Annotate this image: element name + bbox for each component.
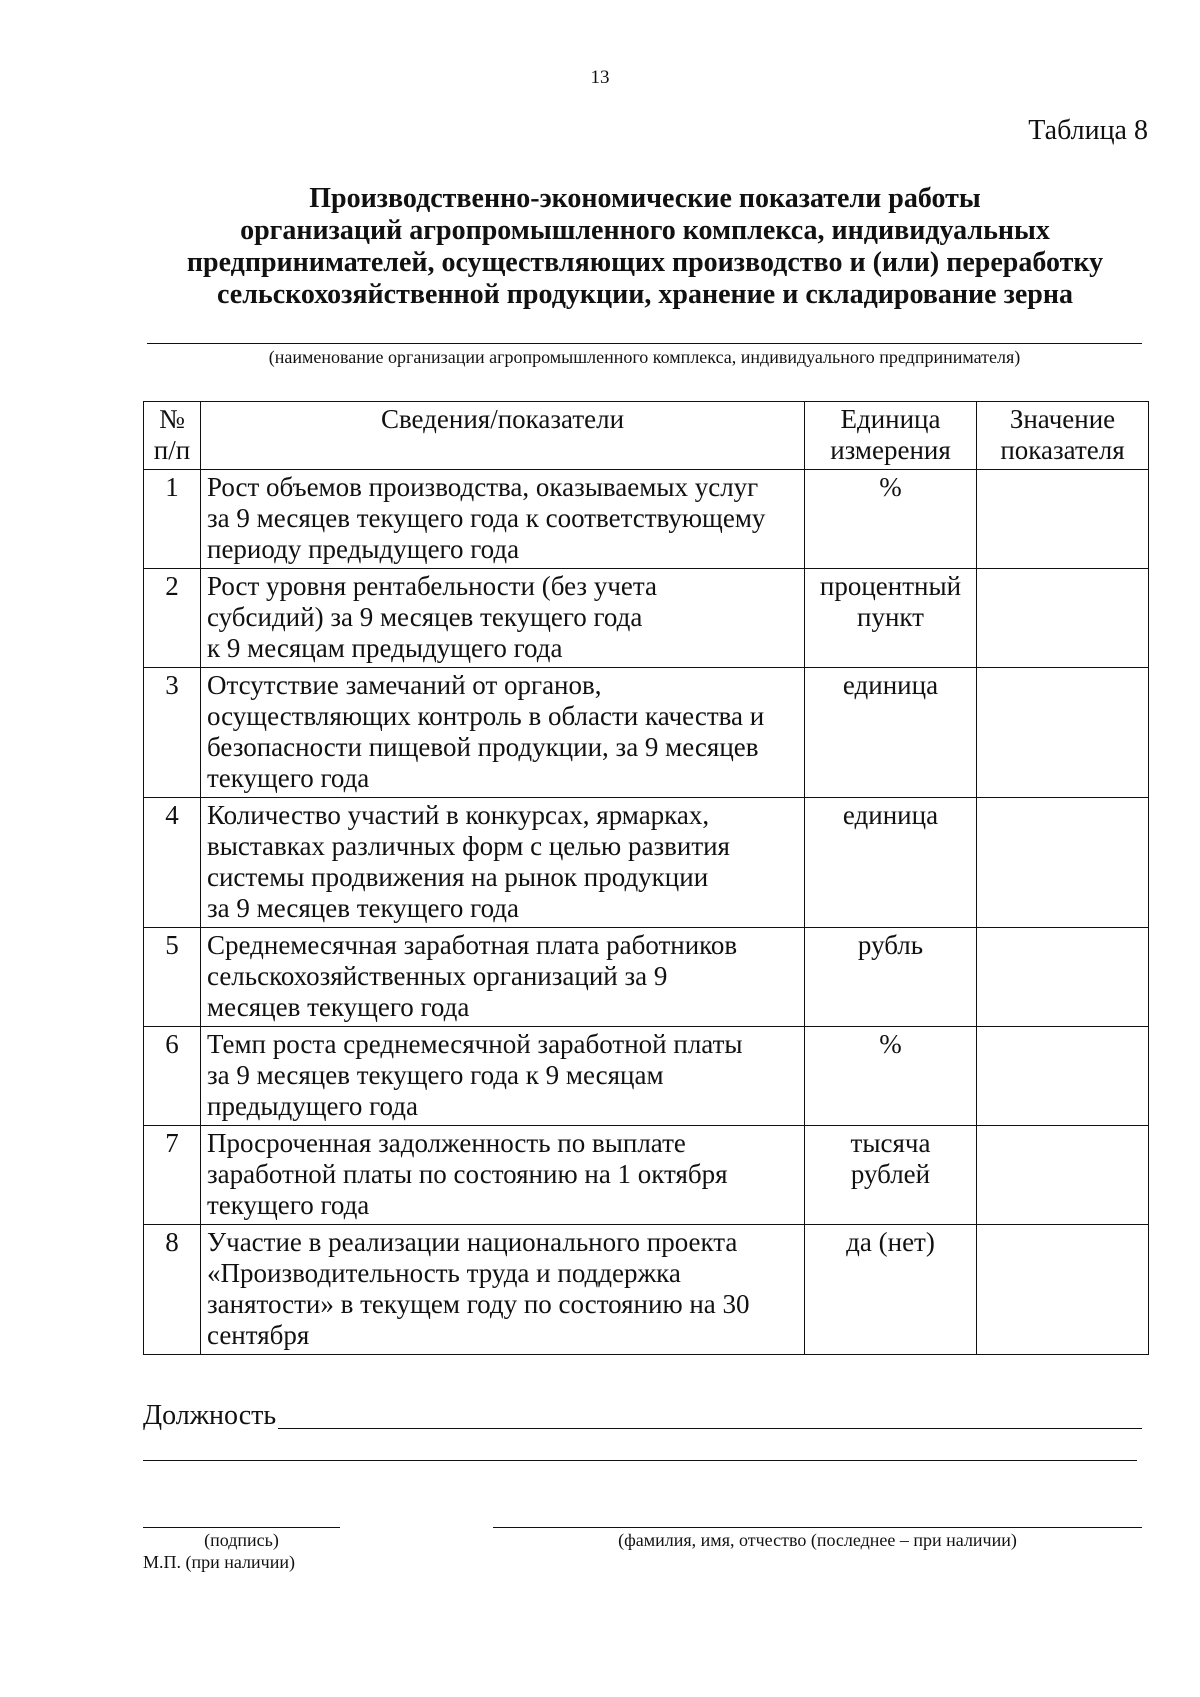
full-name-caption: (фамилия, имя, отчество (последнее – при наличии) <box>618 1530 1017 1550</box>
unit-of-measure <box>805 569 977 668</box>
indicator-line: предыдущего года <box>207 1091 418 1121</box>
unit-line: да (нет) <box>846 1227 935 1257</box>
indicator-line: Рост уровня рентабельности (без учета <box>207 571 657 601</box>
table-header-row <box>144 402 1149 470</box>
indicator-line: к 9 месяцам предыдущего года <box>207 633 563 663</box>
unit-line: пункт <box>857 602 924 632</box>
unit-line: % <box>879 472 902 502</box>
indicator-value-cell[interactable] <box>977 569 1149 668</box>
unit-of-measure <box>805 798 977 928</box>
header-value-line2: показателя <box>1000 435 1125 465</box>
unit-of-measure <box>805 668 977 798</box>
table-body <box>144 470 1149 1355</box>
indicator-line: субсидий) за 9 месяцев текущего года <box>207 602 643 632</box>
header-unit-line1: Единица <box>840 404 941 434</box>
table-label: Таблица 8 <box>1028 115 1148 146</box>
header-indicator: Сведения/показатели <box>201 402 805 470</box>
table-row <box>144 470 1149 569</box>
unit-line: рублей <box>850 1159 931 1189</box>
row-number: 2 <box>144 569 201 668</box>
header-value-line1: Значение <box>1009 404 1116 434</box>
header-unit-line2: измерения <box>830 435 951 465</box>
indicator-description <box>201 1126 805 1225</box>
title-line: сельскохозяйственной продукции, хранение и складирование зерна <box>217 279 1073 310</box>
indicator-value-cell[interactable] <box>977 470 1149 569</box>
row-number: 6 <box>144 1027 201 1126</box>
indicator-description <box>201 1027 805 1126</box>
header-value <box>977 402 1149 470</box>
header-number <box>144 402 201 470</box>
indicator-line: Рост объемов производства, оказываемых услуг <box>207 472 759 502</box>
indicator-value-cell[interactable] <box>977 668 1149 798</box>
indicator-line: Просроченная задолженность по выплате <box>207 1128 686 1158</box>
indicator-line: осуществляющих контроль в области качества и <box>207 701 765 731</box>
table-row <box>144 569 1149 668</box>
indicator-line: Отсутствие замечаний от органов, <box>207 670 602 700</box>
header-number-line2: п/п <box>153 435 191 465</box>
table-row <box>144 1225 1149 1355</box>
unit-line: единица <box>842 800 939 830</box>
indicator-value-cell[interactable] <box>977 1225 1149 1355</box>
indicator-line: за 9 месяцев текущего года к 9 месяцам <box>207 1060 664 1090</box>
indicator-value-cell[interactable] <box>977 1126 1149 1225</box>
indicator-line: за 9 месяцев текущего года к соответствующему <box>207 503 766 533</box>
indicator-line: системы продвижения на рынок продукции <box>207 862 709 892</box>
indicator-line: периоду предыдущего года <box>207 534 520 564</box>
indicator-line: сентября <box>207 1320 310 1350</box>
row-number: 8 <box>144 1225 201 1355</box>
indicator-line: выставках различных форм с целью развития <box>207 831 730 861</box>
indicator-line: текущего года <box>207 1190 370 1220</box>
stamp-caption: М.П. (при наличии) <box>143 1552 295 1572</box>
indicator-line: занятости» в текущем году по состоянию на 30 <box>207 1289 750 1319</box>
title-line: предпринимателей, осуществляющих производство и (или) переработку <box>186 247 1104 278</box>
indicator-line: месяцев текущего года <box>207 992 470 1022</box>
indicator-description <box>201 569 805 668</box>
row-number: 7 <box>144 1126 201 1225</box>
position-continuation-line[interactable] <box>143 1460 1137 1461</box>
unit-of-measure <box>805 1126 977 1225</box>
indicator-description <box>201 928 805 1027</box>
header-number-line1: № <box>159 404 185 434</box>
indicator-line: «Производительность труда и поддержка <box>207 1258 681 1288</box>
unit-line: процентный <box>819 571 962 601</box>
indicator-line: Среднемесячная заработная плата работников <box>207 930 738 960</box>
indicator-line: Количество участий в конкурсах, ярмарках, <box>207 800 710 830</box>
full-name-line[interactable] <box>493 1527 1142 1528</box>
signature-line[interactable] <box>143 1527 340 1528</box>
indicator-description <box>201 470 805 569</box>
indicator-description <box>201 668 805 798</box>
indicator-description <box>201 798 805 928</box>
indicator-line: за 9 месяцев текущего года <box>207 893 520 923</box>
position-field-line[interactable] <box>278 1428 1142 1429</box>
title-line: Производственно-экономические показатели работы <box>309 183 981 214</box>
organization-name-line <box>147 343 1142 344</box>
row-number: 3 <box>144 668 201 798</box>
table-row <box>144 798 1149 928</box>
indicator-description <box>201 1225 805 1355</box>
title-line: организаций агропромышленного комплекса, индивидуальных <box>240 215 1050 246</box>
document-title <box>145 183 1145 311</box>
indicator-value-cell[interactable] <box>977 798 1149 928</box>
unit-line: тысяча <box>850 1128 931 1158</box>
row-number: 4 <box>144 798 201 928</box>
organization-name-caption: (наименование организации агропромышленного комплекса, индивидуального предпринимателя) <box>268 347 1021 367</box>
row-number: 1 <box>144 470 201 569</box>
unit-of-measure <box>805 1225 977 1355</box>
table-row <box>144 1126 1149 1225</box>
unit-line: единица <box>842 670 939 700</box>
indicator-line: Участие в реализации национального проекта <box>207 1227 738 1257</box>
indicator-line: текущего года <box>207 763 370 793</box>
unit-line: % <box>879 1029 902 1059</box>
unit-line: рубль <box>857 930 924 960</box>
row-number: 5 <box>144 928 201 1027</box>
unit-of-measure <box>805 470 977 569</box>
position-label: Должность <box>143 1400 277 1431</box>
indicator-value-cell[interactable] <box>977 1027 1149 1126</box>
table-row <box>144 1027 1149 1126</box>
indicator-line: сельскохозяйственных организаций за 9 <box>207 961 668 991</box>
indicators-table <box>143 401 1149 1355</box>
page-number: 13 <box>590 67 610 88</box>
unit-of-measure <box>805 1027 977 1126</box>
signature-caption: (подпись) <box>204 1530 279 1550</box>
indicator-line: безопасности пищевой продукции, за 9 месяцев <box>207 732 759 762</box>
indicator-value-cell[interactable] <box>977 928 1149 1027</box>
indicator-line: Темп роста среднемесячной заработной платы <box>207 1029 743 1059</box>
table-row <box>144 668 1149 798</box>
header-unit <box>805 402 977 470</box>
table-row <box>144 928 1149 1027</box>
indicator-line: заработной платы по состоянию на 1 октября <box>207 1159 728 1189</box>
unit-of-measure <box>805 928 977 1027</box>
